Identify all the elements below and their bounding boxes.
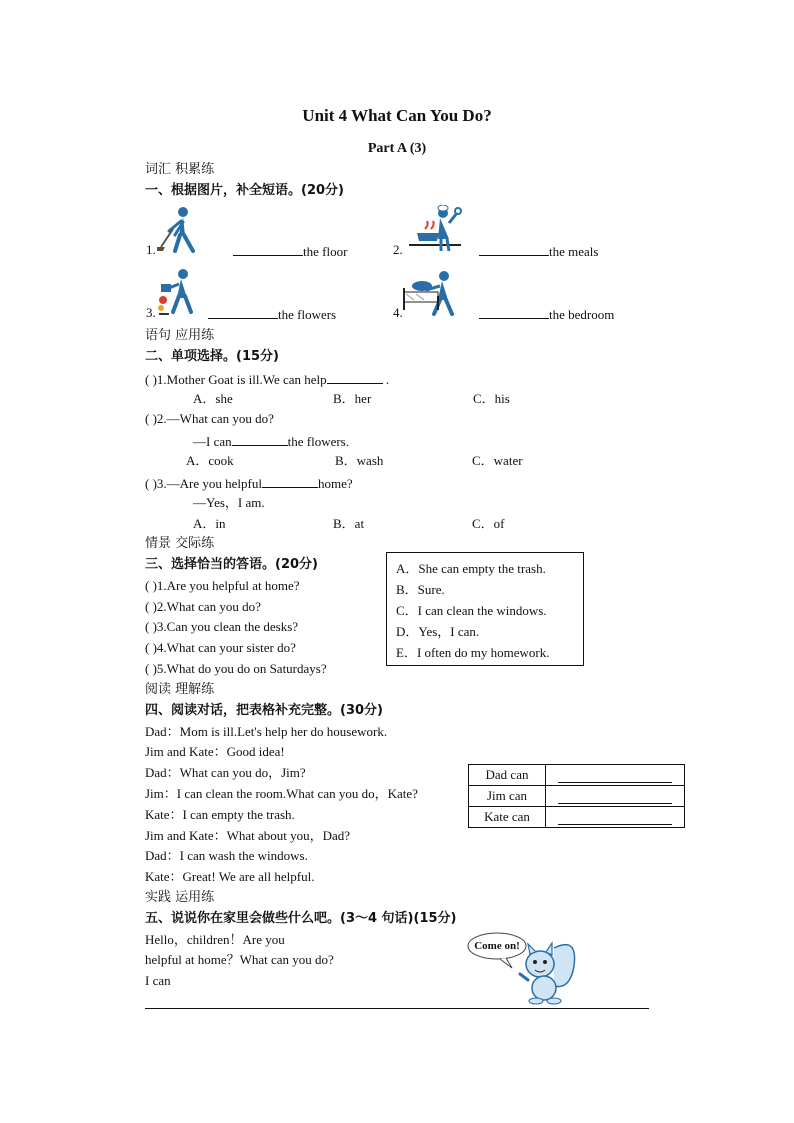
watering-flowers-icon xyxy=(155,266,201,316)
s3-question xyxy=(145,640,296,656)
dialogue-line: Dad：I can wash the windows. xyxy=(145,848,308,863)
table-label: Jim can xyxy=(469,786,546,807)
s3-question xyxy=(145,661,327,677)
dialogue-line: Jim and Kate：What about you，Dad? xyxy=(145,828,351,843)
s2-q3-option-b[interactable]: B．at xyxy=(333,516,365,531)
s1-item1-text: the floor xyxy=(303,244,348,259)
s3-question-text: 2.What can you do? xyxy=(156,599,261,614)
dialogue-line: Kate：I can empty the trash. xyxy=(145,807,295,822)
table-answer-cell[interactable] xyxy=(546,807,685,828)
s3-question-text: 3.Can you clean the desks? xyxy=(156,619,299,634)
s2-q3-stem-end: home? xyxy=(317,476,353,491)
s1-item2-text: the meals xyxy=(549,244,599,259)
s3-question-text: 5.What do you do on Saturdays? xyxy=(156,661,327,676)
s2-q1-option-a[interactable]: A．she xyxy=(193,391,233,406)
answer-blank[interactable] xyxy=(479,305,549,319)
dialogue-line: Jim：I can clean the room.What can you do，Kate? xyxy=(145,786,418,801)
page-title: Unit 4 What Can You Do? xyxy=(302,106,492,125)
s2-q3-option-a[interactable]: A．in xyxy=(193,516,226,531)
s2-q2-ans-end: the flowers. xyxy=(287,434,349,449)
category-vocab: 词汇 积累练 xyxy=(145,162,215,177)
s2-q2-answer xyxy=(193,432,349,450)
section4-heading: 四、阅读对话，把表格补充完整。(30分) xyxy=(145,703,383,718)
answer-paren[interactable]: ( ) xyxy=(145,372,157,387)
sweeping-person-icon xyxy=(155,205,211,253)
answer-paren[interactable]: ( ) xyxy=(145,661,157,676)
answer-paren[interactable]: ( ) xyxy=(145,640,157,655)
s1-item2 xyxy=(479,242,598,260)
s2-q1 xyxy=(145,370,389,388)
s2-q1-stem-end: . xyxy=(382,372,390,387)
table-row xyxy=(469,786,685,807)
table-label: Kate can xyxy=(469,807,546,828)
s3-question xyxy=(145,619,298,635)
dialogue-line: Dad：What can you do，Jim? xyxy=(145,765,306,780)
s1-item3-number: 3. xyxy=(146,305,156,320)
prompt-line: helpful at home？What can you do? xyxy=(145,952,334,967)
s2-q2-option-c[interactable]: C．water xyxy=(472,453,523,468)
s3-question xyxy=(145,578,300,594)
writing-line[interactable] xyxy=(145,1008,649,1009)
answer-blank[interactable] xyxy=(327,370,383,384)
s3-question xyxy=(145,599,261,615)
s1-item4-text: the bedroom xyxy=(549,307,615,322)
section2-heading: 二、单项选择。(15分) xyxy=(145,349,279,364)
table-row xyxy=(469,807,685,828)
answer-blank[interactable] xyxy=(233,242,303,256)
s1-item3 xyxy=(208,305,336,323)
category-sentences: 语句 应用练 xyxy=(145,328,215,343)
s1-item3-text: the flowers xyxy=(278,307,337,322)
answer-blank[interactable] xyxy=(208,305,278,319)
answer-paren[interactable]: ( ) xyxy=(145,619,157,634)
answer-paren[interactable]: ( ) xyxy=(145,599,157,614)
s3-option-c: C．I can clean the windows. xyxy=(396,603,547,618)
s2-q2-stem: 2.—What can you do? xyxy=(156,411,274,426)
s2-q3-option-c[interactable]: C．of xyxy=(472,516,505,531)
s3-option-a: A．She can empty the trash. xyxy=(396,561,546,576)
s2-q1-option-c[interactable]: C．his xyxy=(473,391,510,406)
s2-q1-stem: 1.Mother Goat is ill.We can help xyxy=(156,372,327,387)
s1-item4 xyxy=(479,305,614,323)
cooking-chef-icon xyxy=(405,205,465,253)
category-practice: 实践 运用练 xyxy=(145,890,215,905)
table-answer-cell[interactable] xyxy=(546,765,685,786)
answer-blank[interactable] xyxy=(232,432,288,446)
table-label: Dad can xyxy=(469,765,546,786)
dialogue-line: Kate：Great! We are all helpful. xyxy=(145,869,315,884)
speech-bubble-text: Come on! xyxy=(474,940,520,952)
s2-q2-option-b[interactable]: B．wash xyxy=(335,453,384,468)
category-communication: 情景 交际练 xyxy=(145,536,215,551)
page-subtitle: Part A (3) xyxy=(367,141,427,156)
s1-item4-number: 4. xyxy=(393,305,403,320)
s2-q3-answer: —Yes，I am. xyxy=(193,495,265,510)
s3-option-d: D．Yes，I can. xyxy=(396,624,480,639)
table-row xyxy=(469,765,685,786)
s3-question-text: 4.What can your sister do? xyxy=(156,640,296,655)
s1-item1-number: 1. xyxy=(146,242,156,257)
s2-q3-stem: 3.—Are you helpful xyxy=(156,476,262,491)
s2-q2-ans-start: —I can xyxy=(193,434,232,449)
prompt-line: Hello，children！Are you xyxy=(145,932,285,947)
answer-blank[interactable] xyxy=(262,474,318,488)
s3-option-e: E．I often do my homework. xyxy=(396,645,550,660)
s1-item1 xyxy=(233,242,347,260)
s3-option-b: B．Sure. xyxy=(396,582,445,597)
s1-item2-number: 2. xyxy=(393,242,403,257)
section5-heading: 五、说说你在家里会做些什么吧。(3～4 句话)(15分) xyxy=(145,911,457,926)
table-answer-cell[interactable] xyxy=(546,786,685,807)
prompt-line: I can xyxy=(145,973,171,988)
s2-q3 xyxy=(145,474,353,492)
dialogue-line: Dad：Mom is ill.Let's help her do housework. xyxy=(145,724,388,739)
section3-heading: 三、选择恰当的答语。(20分) xyxy=(145,557,318,572)
answer-paren[interactable]: ( ) xyxy=(145,476,157,491)
cleaning-bedroom-icon xyxy=(400,266,466,316)
answer-paren[interactable]: ( ) xyxy=(145,578,157,593)
category-reading: 阅读 理解练 xyxy=(145,682,215,697)
s2-q2 xyxy=(145,411,274,427)
answer-table xyxy=(468,764,685,828)
dialogue-line: Jim and Kate：Good idea! xyxy=(145,744,285,759)
s2-q1-option-b[interactable]: B．her xyxy=(333,391,372,406)
answer-paren[interactable]: ( ) xyxy=(145,411,157,426)
s3-question-text: 1.Are you helpful at home? xyxy=(156,578,300,593)
section1-heading: 一、根据图片，补全短语。(20分) xyxy=(145,183,344,198)
s2-q2-option-a[interactable]: A．cook xyxy=(186,453,234,468)
answer-blank[interactable] xyxy=(479,242,549,256)
